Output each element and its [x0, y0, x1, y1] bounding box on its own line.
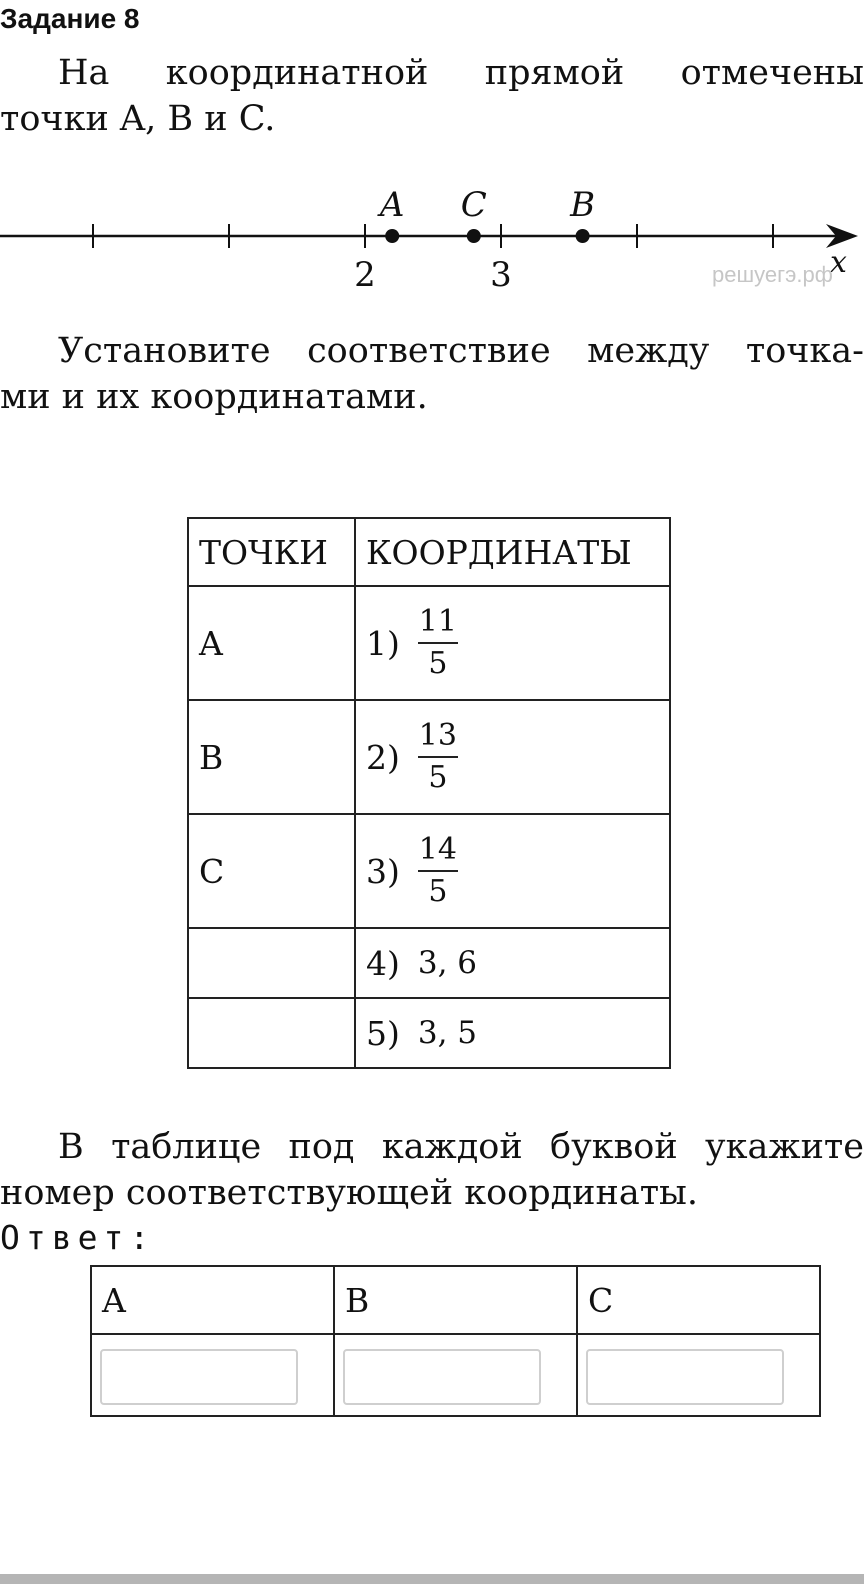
answer-header-a: A — [91, 1266, 334, 1334]
coord-cell — [355, 998, 670, 1068]
point-label-a: A — [379, 185, 405, 225]
table-row — [188, 814, 670, 928]
answer-instruction — [0, 1124, 864, 1216]
denominator: 5 — [428, 760, 448, 795]
point-label-c: C — [460, 185, 487, 225]
decimal-value: 3, 6 — [417, 945, 478, 981]
coord-cell — [355, 814, 670, 928]
tick-labels — [354, 255, 512, 295]
fraction-bar — [418, 870, 458, 872]
answer-label: Ответ: — [0, 1218, 156, 1257]
task-title: Задание 8 — [0, 3, 140, 34]
instruction-line-2: ми и их координатами. — [0, 377, 428, 417]
answer-input-b[interactable] — [343, 1349, 541, 1405]
answer-input-c[interactable] — [586, 1349, 784, 1405]
fraction — [418, 604, 458, 682]
option-number: 4) — [366, 943, 400, 983]
match-table — [187, 517, 671, 1069]
coord-cell — [355, 586, 670, 700]
header-coords: КООРДИНАТЫ — [355, 518, 670, 586]
fraction-bar — [418, 756, 458, 758]
coord-cell — [355, 928, 670, 998]
header-points: ТОЧКИ — [188, 518, 355, 586]
intro-line-2: точки A, B и C. — [0, 99, 276, 139]
scrollbar-track[interactable] — [0, 1574, 864, 1584]
answer-input-a[interactable] — [100, 1349, 298, 1405]
numerator: 14 — [418, 832, 457, 867]
table-row — [188, 700, 670, 814]
option-number: 5) — [366, 1013, 400, 1053]
option-number: 2) — [366, 737, 400, 777]
instruction-text — [0, 328, 864, 420]
point-cell — [188, 928, 355, 998]
tick-label: 3 — [490, 255, 512, 295]
table-row — [188, 998, 670, 1068]
point-a — [385, 229, 399, 243]
fraction — [418, 718, 458, 796]
intro-text — [0, 50, 864, 142]
match-table-header — [188, 518, 670, 586]
point-label-b: B — [570, 185, 596, 225]
axis-label: x — [830, 245, 847, 280]
point-cell: C — [188, 814, 355, 928]
number-line-points — [377, 185, 595, 243]
denominator: 5 — [428, 874, 448, 909]
numerator: 11 — [418, 604, 457, 639]
point-cell — [188, 998, 355, 1068]
fraction — [418, 832, 458, 910]
answer-instruction-line-2: номер соответствующей координаты. — [0, 1173, 699, 1213]
option-number: 1) — [366, 623, 400, 663]
watermark: решуегэ.рф — [712, 262, 833, 287]
tick-label: 2 — [354, 255, 376, 295]
decimal-value: 3, 5 — [417, 1015, 478, 1051]
answer-table — [90, 1265, 821, 1417]
answer-instruction-line-1: В таблице под каждой буквой укажите — [58, 1127, 864, 1167]
intro-line-1: На координатной прямой отмечены — [58, 53, 864, 93]
table-row — [188, 586, 670, 700]
point-b — [576, 229, 590, 243]
option-number: 3) — [366, 851, 400, 891]
answer-header-c: C — [577, 1266, 820, 1334]
point-c — [467, 229, 481, 243]
answer-header-b: B — [334, 1266, 577, 1334]
coord-cell — [355, 700, 670, 814]
point-cell: A — [188, 586, 355, 700]
point-cell: B — [188, 700, 355, 814]
numerator: 13 — [418, 718, 457, 753]
fraction-bar — [418, 642, 458, 644]
table-row — [188, 928, 670, 998]
denominator: 5 — [428, 646, 448, 681]
instruction-line-1: Установите соответствие между точка- — [58, 331, 864, 371]
